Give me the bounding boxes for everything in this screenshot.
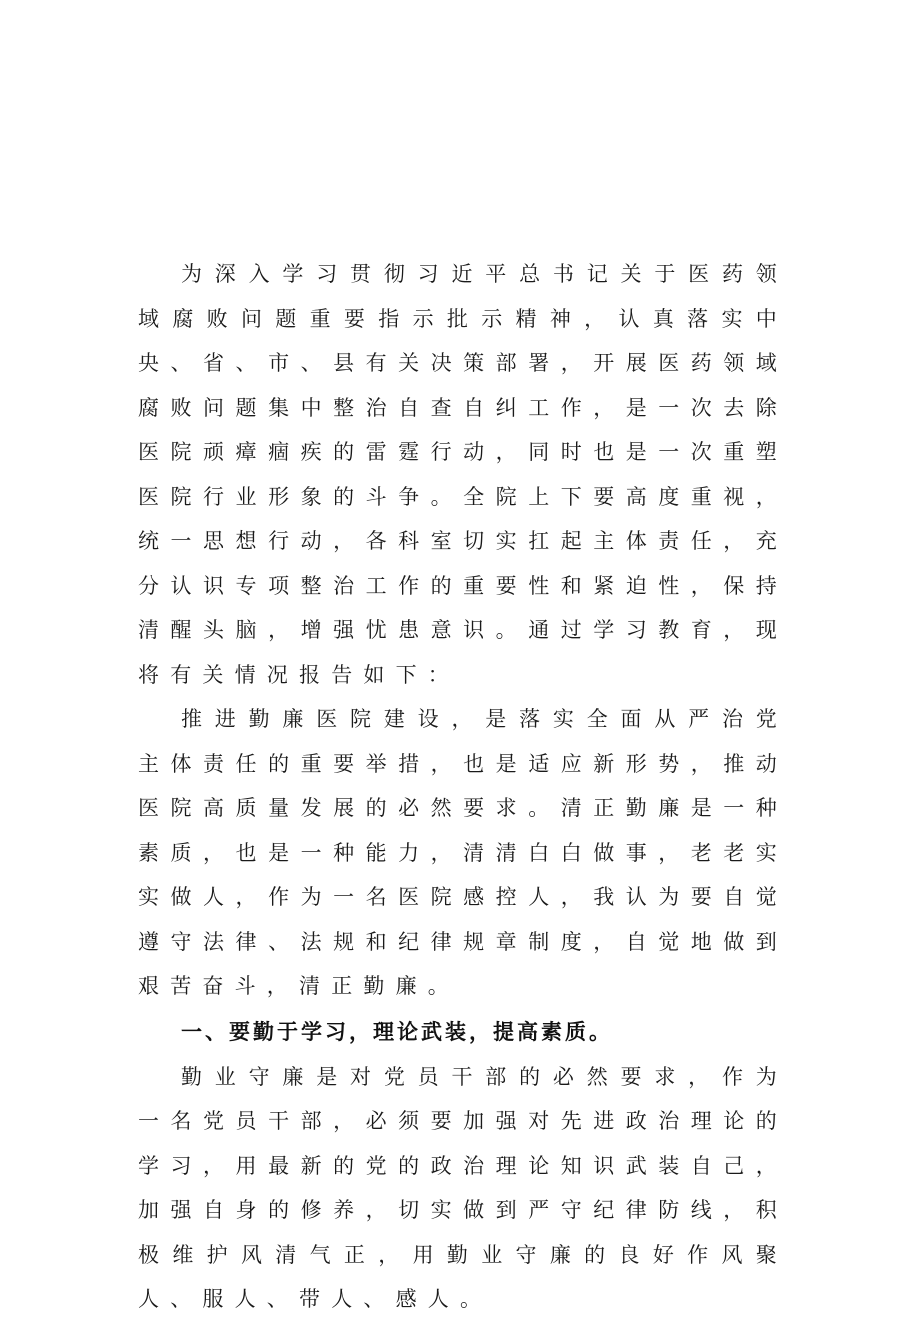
- document-page: [138, 252, 788, 1322]
- paragraph-section-1: 勤业守廉是对党员干部的必然要求，作为一名党员干部，必须要加强对先进政治理论的学习，用最新的党的政治理论知识武装自己，加强自身的修养，切实做到严守纪律防线，积极维护风清气正，用勤业守廉的良好作风聚人、服人、带人、感人。: [138, 1064, 788, 1311]
- paragraph-diligent-hospital: 推进勤廉医院建设，是落实全面从严治党主体责任的重要举措，也是适应新形势，推动医院高质量发展的必然要求。清正勤廉是一种素质，也是一种能力，清清白白做事，老老实实做人，作为一名医院感控人，我认为要自觉遵守法律、法规和纪律规章制度，自觉地做到艰苦奋斗，清正勤廉。: [138, 707, 788, 998]
- section-heading-1: 一、要勤于学习，理论武装，提高素质。: [181, 1019, 613, 1044]
- paragraph-intro: 为深入学习贯彻习近平总书记关于医药领域腐败问题重要指示批示精神，认真落实中央、省、市、县有关决策部署，开展医药领域腐败问题集中整治自查自纠工作，是一次去除医院顽瘴痼疾的雷霆行动，同时也是一次重塑医院行业形象的斗争。全院上下要高度重视，统一思想行动，各科室切实扛起主体责任，充分认识专项整治工作的重要性和紧迫性，保持清醒头脑，增强忧患意识。通过学习教育，现将有关情况报告如下：: [138, 262, 788, 687]
